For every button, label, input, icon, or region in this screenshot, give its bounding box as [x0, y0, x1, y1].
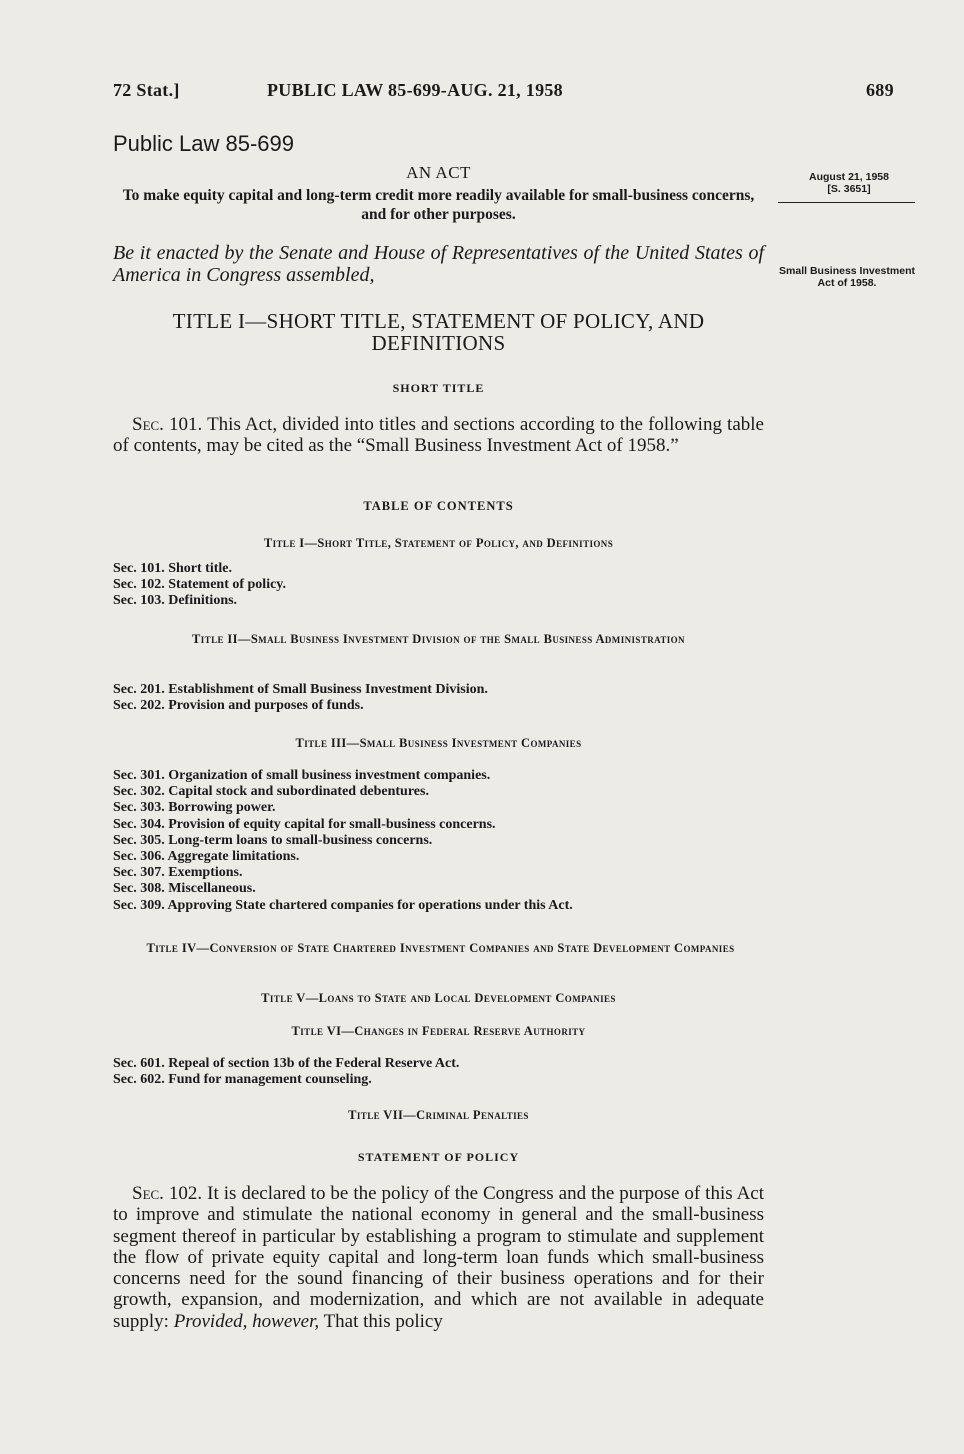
toc-item: Sec. 303. Borrowing power.: [113, 800, 276, 816]
sec102-tail: That this policy: [323, 1310, 443, 1332]
sec102-paragraph: [113, 1183, 764, 1332]
toc-title2-list: [113, 682, 488, 714]
toc-title5: Title V—Loans to State and Local Development Companies: [261, 991, 616, 1005]
toc-item: Sec. 103. Definitions.: [113, 593, 238, 609]
toc-title6-list: [113, 1056, 459, 1088]
margin-short-title: Small Business Investment Act of 1958.: [779, 265, 915, 289]
toc-item: Sec. 602. Fund for management counseling.: [113, 1072, 372, 1088]
margin-rule: [778, 202, 915, 203]
stat-text: 72 Stat.]: [113, 80, 180, 100]
enacting-clause: Be it enacted by the Senate and House of Representatives of the United States of America in Congress assembled,: [113, 242, 764, 286]
sec101-label: Sec. 101.: [132, 414, 203, 435]
toc-title2: Title II—Small Business Investment Division of the Small Business Administration: [192, 632, 685, 646]
sec102-proviso: Provided, however,: [173, 1310, 320, 1332]
toc-title6: Title VI—Changes in Federal Reserve Authority: [291, 1024, 586, 1038]
toc-title7: Title VII—Criminal Penalties: [348, 1108, 529, 1122]
act-label: AN ACT: [406, 163, 471, 182]
title1-heading: TITLE I—SHORT TITLE, STATEMENT OF POLICY, AND DEFINITIONS: [172, 309, 705, 355]
toc-item: Sec. 308. Miscellaneous.: [113, 881, 256, 897]
policy-heading: STATEMENT OF POLICY: [357, 1150, 520, 1164]
sec101-paragraph: [113, 414, 764, 456]
toc-item: Sec. 309. Approving State chartered companies for operations under this Act.: [113, 897, 573, 913]
toc-title1-list: [113, 561, 286, 610]
toc-item: Sec. 305. Long-term loans to small-business concerns.: [113, 832, 433, 848]
toc-title1: Title I—Short Title, Statement of Policy, and Definitions: [263, 536, 614, 550]
toc-item: Sec. 307. Exemptions.: [113, 865, 243, 881]
law-title: Public Law 85-699: [113, 131, 295, 156]
toc-item: Sec. 202. Provision and purposes of funds.: [113, 698, 364, 714]
short-title-heading: SHORT TITLE: [392, 381, 485, 395]
toc-item: Sec. 101. Short title.: [113, 561, 232, 576]
sec102-label: Sec. 102.: [132, 1183, 203, 1204]
stat-reference: [113, 80, 180, 101]
sec102-text: It is declared to be the policy of the Congress and the purpose of this Act to improve and stimulate the national economy in general and the small-business segment thereof in particular by establishing a program to stimulate and supplement the flow of private equity capital and long-term loan funds which small-business concerns need for the sound financing of their business operations and for their growth, expansion, and modernization, and which are not available in adequate supply:: [113, 1183, 764, 1332]
toc-item: Sec. 601. Repeal of section 13b of the Federal Reserve Act.: [113, 1056, 460, 1071]
act-purpose: To make equity capital and long-term credit more readily available for small-business concerns, and for other purposes.: [122, 187, 755, 223]
toc-title3-list: [113, 768, 573, 914]
toc-title3: Title III—Small Business Investment Companies: [295, 736, 582, 750]
page-number: 689: [866, 80, 894, 100]
toc-item: Sec. 201. Establishment of Small Business Investment Division.: [113, 682, 488, 697]
toc-item: Sec. 102. Statement of policy.: [113, 577, 287, 593]
toc-heading: TABLE OF CONTENTS: [363, 499, 514, 513]
toc-item: Sec. 304. Provision of equity capital for small-business concerns.: [113, 816, 496, 832]
margin-date: August 21, 1958: [809, 171, 889, 183]
toc-item: Sec. 301. Organization of small business investment companies.: [113, 768, 491, 783]
toc-item: Sec. 306. Aggregate limitations.: [113, 849, 300, 865]
running-head: PUBLIC LAW 85-699-AUG. 21, 1958: [267, 80, 563, 100]
sec101-text: This Act, divided into titles and sections according to the following table of contents, may be cited as the “Small Business Investment Act of 1958.”: [113, 414, 764, 456]
margin-bill: [S. 3651]: [827, 183, 871, 195]
toc-item: Sec. 302. Capital stock and subordinated debentures.: [113, 784, 429, 800]
toc-title4: Title IV—Conversion of State Chartered Investment Companies and State Development Companies: [146, 941, 735, 955]
